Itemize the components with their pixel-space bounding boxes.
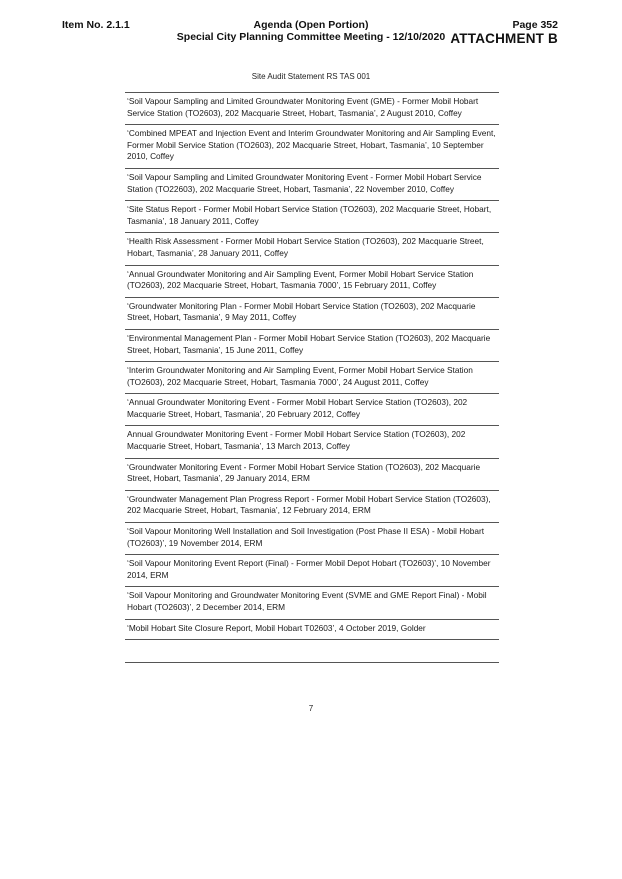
reference-item: ‘Soil Vapour Monitoring Well Installation and Soil Investigation (Post Phase II ESA) - Mobil Hobart (TO2603)’, 19 November 2014, ERM [125,522,499,554]
reference-list [125,92,499,640]
reference-item: ‘Soil Vapour Monitoring Event Report (Final) - Former Mobil Depot Hobart (TO2603)’, 10 November 2014, ERM [125,554,499,586]
reference-item: ‘Combined MPEAT and Injection Event and Interim Groundwater Monitoring and Air Sampling Event, Former Mobil Service Station (TO2603), 202 Macquarie Street, Hobart, Tasmania’, 10 September 2010, Coffey [125,124,499,168]
empty-rows [125,642,499,663]
reference-item: ‘Health Risk Assessment - Former Mobil Hobart Service Station (TO2603), 202 Macquarie Street, Hobart, Tasmania’, 28 January 2011, Coffey [125,232,499,264]
reference-item: ‘Environmental Management Plan - Former Mobil Hobart Service Station (TO2603), 202 Macquarie Street, Hobart, Tasmania’, 15 June 2011, Coffey [125,329,499,361]
document-title: Site Audit Statement RS TAS 001 [251,72,371,81]
reference-item: ‘Groundwater Monitoring Plan - Former Mobil Hobart Service Station (TO2603), 202 Macquarie Street, Hobart, Tasmania’, 9 May 2011, Coffey [125,297,499,329]
meeting-header [150,19,472,43]
page-number: 7 [308,704,314,713]
reference-item: ‘Soil Vapour Sampling and Limited Groundwater Monitoring Event (GME) - Former Mobil Hobart Service Station (TO2603), 202 Macquarie Street, Hobart, Tasmania’, 2 August 2010, Coffey [125,92,499,124]
page-header-right [450,19,558,46]
reference-item: ‘Site Status Report - Former Mobil Hobart Service Station (TO2603), 202 Macquarie Street, Hobart, Tasmania’, 18 January 2011, Coffey [125,200,499,232]
item-number: Item No. 2.1.1 [62,19,130,31]
agenda-label: Agenda (Open Portion) [253,19,369,31]
reference-item: ‘Mobil Hobart Site Closure Report, Mobil Hobart T02603’, 4 October 2019, Golder [125,619,499,641]
reference-item: ‘Interim Groundwater Monitoring and Air Sampling Event, Former Mobil Hobart Service Station (TO2603), 202 Macquarie Street, Hobart, Tasmania 7000’, 24 August 2011, Coffey [125,361,499,393]
attachment-label: ATTACHMENT B [450,31,558,46]
reference-item: ‘Groundwater Management Plan Progress Report - Former Mobil Hobart Service Station (TO2603), 202 Macquarie Street, Hobart, Tasmania’, 12 February 2014, ERM [125,490,499,522]
meeting-title: Special City Planning Committee Meeting - 12/10/2020 [176,31,446,43]
page-label: Page 352 [512,19,558,31]
divider [125,642,499,663]
reference-item: ‘Groundwater Monitoring Event - Former Mobil Hobart Service Station (TO2603), 202 Macquarie Street, Hobart, Tasmania’, 29 January 2014, ERM [125,458,499,490]
reference-item: ‘Annual Groundwater Monitoring and Air Sampling Event, Former Mobil Hobart Service Station (TO2603), 202 Macquarie Street, Hobart, Tasmania 7000’, 15 February 2011, Coffey [125,265,499,297]
reference-item: ‘Annual Groundwater Monitoring Event - Former Mobil Hobart Service Station (TO2603), 202 Macquarie Street, Hobart, Tasmania’, 20 February 2012, Coffey [125,393,499,425]
reference-item: ‘Soil Vapour Sampling and Limited Groundwater Monitoring Event - Former Mobil Hobart Service Station (TO22603), 202 Macquarie Street, Hobart, Tasmania’, 22 November 2010, Coffey [125,168,499,200]
reference-item: ‘Soil Vapour Monitoring and Groundwater Monitoring Event (SVME and GME Report Final) - Mobil Hobart (TO2603)’, 2 December 2014, ERM [125,586,499,618]
reference-item: Annual Groundwater Monitoring Event - Former Mobil Hobart Service Station (TO2603), 202 Macquarie Street, Hobart, Tasmania’, 13 March 2013, Coffey [125,425,499,457]
